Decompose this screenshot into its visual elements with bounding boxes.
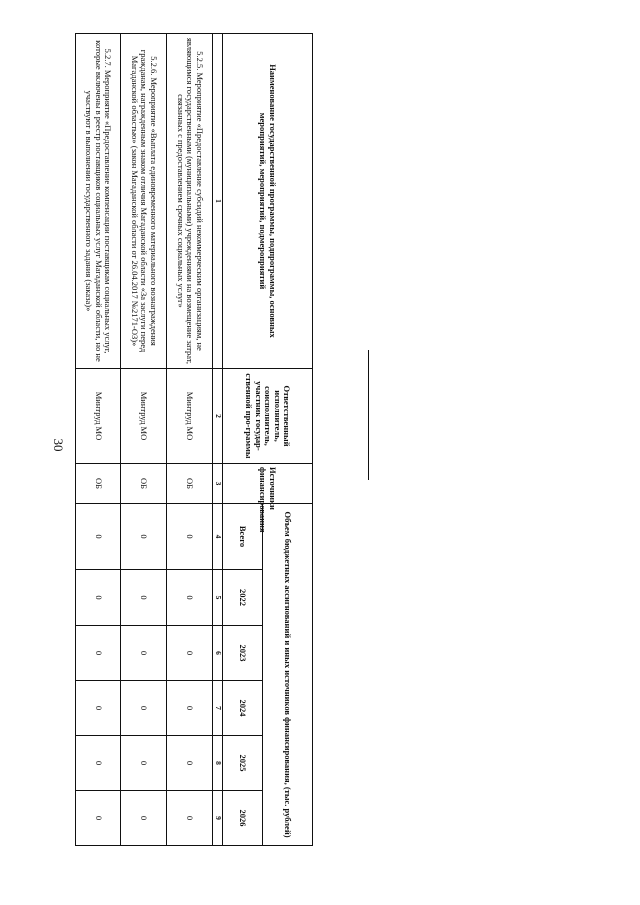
- header-year: 2024: [223, 681, 263, 736]
- row-value: 0: [121, 626, 167, 681]
- column-number: 8: [213, 736, 223, 791]
- row-responsible: Минтруд МО: [167, 369, 213, 464]
- table-row: [76, 34, 121, 846]
- header-year: 2022: [223, 570, 263, 626]
- header-total: Всего: [223, 504, 263, 570]
- column-number: 4: [213, 504, 223, 570]
- row-responsible: Минтруд МО: [121, 369, 167, 464]
- row-value: 0: [76, 626, 121, 681]
- column-number: 7: [213, 681, 223, 736]
- row-value: 0: [76, 570, 121, 626]
- rotated-table-container: [77, 33, 313, 845]
- row-value: 0: [121, 570, 167, 626]
- column-number: 5: [213, 570, 223, 626]
- column-number: 6: [213, 626, 223, 681]
- row-value: 0: [76, 736, 121, 791]
- row-value: 0: [121, 736, 167, 791]
- row-name: 5.2.7. Мероприятие «Предоставление компенсации поставщикам социальных услуг, которые включены в реестр поставщиков социальных услуг Магаданской области, но не участвуют в выполнении государственного задания (заказа)»: [76, 34, 121, 369]
- header-year: 2026: [223, 791, 263, 846]
- row-total: 0: [167, 504, 213, 570]
- signature-line: [368, 350, 369, 480]
- column-number: 9: [213, 791, 223, 846]
- row-value: 0: [167, 626, 213, 681]
- page-number: 30: [51, 438, 66, 452]
- row-name: 5.2.5. Мероприятие «Предоставление субсидий некоммерческим организациям, не являющимся государственными (муниципальными) учреждениями на возмещение затрат, связанных с предоставлением срочных социальных услуг»: [167, 34, 213, 369]
- row-total: 0: [76, 504, 121, 570]
- row-source: ОБ: [121, 464, 167, 504]
- table-row: [121, 34, 167, 846]
- row-value: 0: [121, 681, 167, 736]
- row-value: 0: [167, 736, 213, 791]
- header-responsible: Ответственный исполнитель, соисполнитель, участник государ-ственной про-граммы: [223, 369, 313, 464]
- column-number: 1: [213, 34, 223, 369]
- column-number: 3: [213, 464, 223, 504]
- row-responsible: Минтруд МО: [76, 369, 121, 464]
- table-row: [167, 34, 213, 846]
- header-year: 2025: [223, 736, 263, 791]
- row-value: 0: [76, 681, 121, 736]
- row-value: 0: [121, 791, 167, 846]
- row-value: 0: [167, 570, 213, 626]
- row-name: 5.2.6. Мероприятие «Выплата единовременного материального вознаграждения гражданам, награжденным знаком отличия Магаданской области «За заслуги перед Магаданской областью» (закон Магаданской области от 26.04.2017 №2171-ОЗ)»: [121, 34, 167, 369]
- row-value: 0: [167, 681, 213, 736]
- header-source: Источники финансирования: [223, 464, 313, 504]
- row-source: ОБ: [76, 464, 121, 504]
- header-volume: Объем бюджетных ассигнований и иных источников финансирования, (тыс. рублей): [263, 504, 313, 846]
- column-number: 2: [213, 369, 223, 464]
- header-year: 2023: [223, 626, 263, 681]
- row-source: ОБ: [167, 464, 213, 504]
- row-total: 0: [121, 504, 167, 570]
- row-value: 0: [76, 791, 121, 846]
- row-value: 0: [167, 791, 213, 846]
- financing-table: [75, 33, 313, 846]
- header-name: Наименование государственной программы, подпрограммы, основных мероприятий, мероприятий, подмероприятий: [223, 34, 313, 369]
